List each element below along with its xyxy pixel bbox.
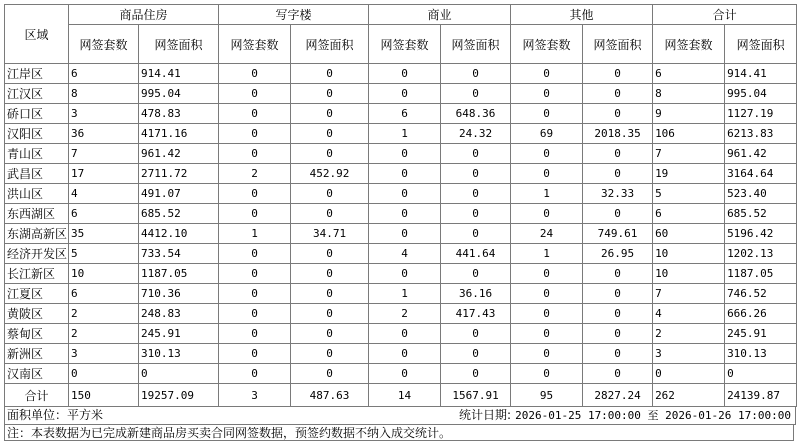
sales-report (4, 4, 796, 441)
count-cell: 36 (69, 124, 139, 144)
count-cell: 0 (219, 204, 291, 224)
count-cell: 8 (69, 84, 139, 104)
area-cell: 491.07 (139, 184, 219, 204)
count-cell: 0 (653, 364, 725, 384)
area-cell: 666.26 (725, 304, 797, 324)
table-row (5, 224, 797, 244)
group-header: 写字楼 (219, 5, 369, 25)
area-cell: 36.16 (441, 284, 511, 304)
area-cell: 0 (291, 264, 369, 284)
stat-date-label: 统计日期: (459, 408, 512, 422)
count-cell: 0 (511, 304, 583, 324)
area-cell: 4412.10 (139, 224, 219, 244)
count-cell: 2 (369, 304, 441, 324)
area-cell: 0 (441, 64, 511, 84)
area-cell: 2018.35 (583, 124, 653, 144)
count-cell: 10 (653, 244, 725, 264)
footnote: 注：本表数据为已完成新建商品房买卖合同网签数据，预签约数据不纳入成交统计。 (4, 425, 794, 441)
table-row (5, 244, 797, 264)
area-cell: 32.33 (583, 184, 653, 204)
count-cell: 7 (653, 144, 725, 164)
table-row (5, 184, 797, 204)
area-cell: 26.95 (583, 244, 653, 264)
area-cell: 4171.16 (139, 124, 219, 144)
area-cell: 5196.42 (725, 224, 797, 244)
count-cell: 3 (69, 104, 139, 124)
count-cell: 0 (511, 204, 583, 224)
count-cell: 35 (69, 224, 139, 244)
count-cell: 19 (653, 164, 725, 184)
count-cell: 6 (653, 204, 725, 224)
total-row (5, 384, 797, 407)
count-cell: 0 (511, 64, 583, 84)
area-cell: 961.42 (725, 144, 797, 164)
area-cell: 0 (291, 184, 369, 204)
count-cell: 69 (511, 124, 583, 144)
count-cell: 0 (219, 124, 291, 144)
stat-date (455, 407, 795, 424)
area-cell: 0 (583, 264, 653, 284)
count-cell: 5 (69, 244, 139, 264)
sales-table (4, 4, 797, 407)
region-cell: 合计 (5, 384, 69, 407)
area-cell: 0 (291, 344, 369, 364)
count-cell: 150 (69, 384, 139, 407)
sub-header-area: 网签面积 (725, 25, 797, 64)
area-cell: 0 (291, 124, 369, 144)
region-cell: 江岸区 (5, 64, 69, 84)
count-cell: 0 (511, 84, 583, 104)
region-cell: 武昌区 (5, 164, 69, 184)
area-cell: 0 (583, 144, 653, 164)
count-cell: 6 (69, 64, 139, 84)
count-cell: 2 (69, 324, 139, 344)
sub-header-count: 网签套数 (511, 25, 583, 64)
area-cell: 0 (291, 364, 369, 384)
count-cell: 0 (219, 244, 291, 264)
count-cell: 5 (653, 184, 725, 204)
area-cell: 0 (583, 64, 653, 84)
region-cell: 经济开发区 (5, 244, 69, 264)
count-cell: 0 (369, 324, 441, 344)
count-cell: 95 (511, 384, 583, 407)
area-cell: 2711.72 (139, 164, 219, 184)
area-cell: 0 (291, 104, 369, 124)
area-cell: 0 (291, 64, 369, 84)
count-cell: 0 (369, 64, 441, 84)
count-cell: 106 (653, 124, 725, 144)
area-cell: 0 (441, 84, 511, 104)
area-cell: 648.36 (441, 104, 511, 124)
table-row (5, 124, 797, 144)
count-cell: 3 (69, 344, 139, 364)
count-cell: 6 (369, 104, 441, 124)
count-cell: 4 (69, 184, 139, 204)
count-cell: 4 (653, 304, 725, 324)
area-cell: 0 (583, 304, 653, 324)
region-cell: 东湖高新区 (5, 224, 69, 244)
area-cell: 0 (583, 104, 653, 124)
sub-header-area: 网签面积 (583, 25, 653, 64)
area-cell: 0 (441, 264, 511, 284)
group-header: 其他 (511, 5, 653, 25)
count-cell: 4 (369, 244, 441, 264)
area-cell: 0 (291, 304, 369, 324)
count-cell: 0 (219, 324, 291, 344)
area-cell: 19257.09 (139, 384, 219, 407)
count-cell: 0 (219, 64, 291, 84)
region-cell: 江汉区 (5, 84, 69, 104)
area-cell: 685.52 (725, 204, 797, 224)
region-cell: 黄陂区 (5, 304, 69, 324)
table-row (5, 64, 797, 84)
area-cell: 995.04 (725, 84, 797, 104)
count-cell: 0 (369, 224, 441, 244)
area-cell: 24.32 (441, 124, 511, 144)
header-row-sub (5, 25, 797, 64)
area-cell: 685.52 (139, 204, 219, 224)
area-cell: 1187.05 (139, 264, 219, 284)
sub-header-area: 网签面积 (291, 25, 369, 64)
region-cell: 汉阳区 (5, 124, 69, 144)
count-cell: 0 (511, 144, 583, 164)
area-cell: 1187.05 (725, 264, 797, 284)
count-cell: 2 (69, 304, 139, 324)
region-header: 区域 (5, 5, 69, 64)
area-cell: 0 (441, 144, 511, 164)
area-cell: 310.13 (139, 344, 219, 364)
count-cell: 0 (369, 364, 441, 384)
area-cell: 0 (139, 364, 219, 384)
table-row (5, 304, 797, 324)
count-cell: 9 (653, 104, 725, 124)
area-cell: 0 (441, 344, 511, 364)
sub-header-area: 网签面积 (139, 25, 219, 64)
count-cell: 8 (653, 84, 725, 104)
count-cell: 0 (219, 144, 291, 164)
count-cell: 0 (369, 204, 441, 224)
area-cell: 452.92 (291, 164, 369, 184)
count-cell: 0 (511, 164, 583, 184)
area-cell: 478.83 (139, 104, 219, 124)
sub-header-count: 网签套数 (69, 25, 139, 64)
area-cell: 6213.83 (725, 124, 797, 144)
count-cell: 14 (369, 384, 441, 407)
region-cell: 江夏区 (5, 284, 69, 304)
area-cell: 310.13 (725, 344, 797, 364)
group-header: 商业 (369, 5, 511, 25)
area-cell: 0 (441, 324, 511, 344)
area-cell: 749.61 (583, 224, 653, 244)
area-cell: 441.64 (441, 244, 511, 264)
region-cell: 新洲区 (5, 344, 69, 364)
area-cell: 487.63 (291, 384, 369, 407)
count-cell: 1 (369, 284, 441, 304)
count-cell: 0 (219, 304, 291, 324)
count-cell: 10 (653, 264, 725, 284)
table-row (5, 324, 797, 344)
count-cell: 10 (69, 264, 139, 284)
area-unit-label: 面积单位：平方米 (7, 408, 104, 422)
header-row-groups (5, 5, 797, 25)
area-cell: 0 (583, 344, 653, 364)
sub-header-count: 网签套数 (219, 25, 291, 64)
table-row (5, 284, 797, 304)
area-cell: 995.04 (139, 84, 219, 104)
area-cell: 733.54 (139, 244, 219, 264)
count-cell: 0 (369, 184, 441, 204)
region-cell: 青山区 (5, 144, 69, 164)
footer-row (4, 407, 796, 425)
table-row (5, 164, 797, 184)
count-cell: 0 (511, 344, 583, 364)
area-cell: 0 (583, 284, 653, 304)
area-cell: 0 (291, 284, 369, 304)
group-header: 商品住房 (69, 5, 219, 25)
area-cell: 34.71 (291, 224, 369, 244)
area-cell: 245.91 (725, 324, 797, 344)
count-cell: 0 (219, 284, 291, 304)
table-row (5, 84, 797, 104)
count-cell: 262 (653, 384, 725, 407)
area-cell: 0 (725, 364, 797, 384)
area-cell: 523.40 (725, 184, 797, 204)
count-cell: 0 (511, 324, 583, 344)
area-cell: 0 (441, 224, 511, 244)
count-cell: 0 (511, 264, 583, 284)
area-cell: 914.41 (139, 64, 219, 84)
area-cell: 0 (583, 164, 653, 184)
count-cell: 24 (511, 224, 583, 244)
count-cell: 0 (369, 264, 441, 284)
sub-header-count: 网签套数 (369, 25, 441, 64)
table-row (5, 364, 797, 384)
count-cell: 0 (369, 144, 441, 164)
count-cell: 0 (369, 344, 441, 364)
area-cell: 248.83 (139, 304, 219, 324)
count-cell: 0 (219, 104, 291, 124)
count-cell: 0 (219, 84, 291, 104)
count-cell: 6 (653, 64, 725, 84)
count-cell: 6 (69, 284, 139, 304)
area-cell: 0 (441, 364, 511, 384)
area-cell: 746.52 (725, 284, 797, 304)
area-cell: 1202.13 (725, 244, 797, 264)
table-row (5, 144, 797, 164)
region-cell: 长江新区 (5, 264, 69, 284)
count-cell: 0 (511, 104, 583, 124)
table-row (5, 264, 797, 284)
count-cell: 2 (219, 164, 291, 184)
area-cell: 0 (441, 204, 511, 224)
count-cell: 1 (369, 124, 441, 144)
area-cell: 3164.64 (725, 164, 797, 184)
count-cell: 0 (219, 264, 291, 284)
region-cell: 洪山区 (5, 184, 69, 204)
count-cell: 17 (69, 164, 139, 184)
table-row (5, 104, 797, 124)
count-cell: 0 (369, 84, 441, 104)
area-cell: 0 (291, 204, 369, 224)
region-cell: 东西湖区 (5, 204, 69, 224)
count-cell: 1 (511, 184, 583, 204)
area-cell: 0 (583, 84, 653, 104)
area-cell: 0 (291, 84, 369, 104)
count-cell: 60 (653, 224, 725, 244)
group-header: 合计 (653, 5, 797, 25)
area-cell: 0 (291, 144, 369, 164)
count-cell: 6 (69, 204, 139, 224)
area-cell: 417.43 (441, 304, 511, 324)
count-cell: 1 (511, 244, 583, 264)
count-cell: 0 (369, 164, 441, 184)
area-cell: 0 (291, 324, 369, 344)
count-cell: 0 (219, 184, 291, 204)
count-cell: 1 (219, 224, 291, 244)
table-body (5, 64, 797, 407)
count-cell: 0 (69, 364, 139, 384)
count-cell: 3 (653, 344, 725, 364)
area-cell: 0 (583, 364, 653, 384)
area-cell: 24139.87 (725, 384, 797, 407)
count-cell: 7 (653, 284, 725, 304)
region-cell: 汉南区 (5, 364, 69, 384)
table-row (5, 204, 797, 224)
sub-header-area: 网签面积 (441, 25, 511, 64)
area-cell: 0 (583, 324, 653, 344)
region-cell: 蔡甸区 (5, 324, 69, 344)
table-row (5, 344, 797, 364)
area-cell: 1567.91 (441, 384, 511, 407)
area-cell: 0 (441, 184, 511, 204)
count-cell: 7 (69, 144, 139, 164)
area-cell: 1127.19 (725, 104, 797, 124)
count-cell: 0 (219, 364, 291, 384)
area-cell: 0 (441, 164, 511, 184)
area-cell: 961.42 (139, 144, 219, 164)
area-cell: 710.36 (139, 284, 219, 304)
region-cell: 硚口区 (5, 104, 69, 124)
count-cell: 0 (511, 284, 583, 304)
area-cell: 914.41 (725, 64, 797, 84)
sub-header-count: 网签套数 (653, 25, 725, 64)
count-cell: 2 (653, 324, 725, 344)
area-cell: 0 (583, 204, 653, 224)
count-cell: 0 (511, 364, 583, 384)
count-cell: 3 (219, 384, 291, 407)
count-cell: 0 (219, 344, 291, 364)
area-cell: 2827.24 (583, 384, 653, 407)
stat-date-range: 2026-01-25 17:00:00 至 2026-01-26 17:00:00 (515, 409, 791, 422)
area-cell: 245.91 (139, 324, 219, 344)
area-cell: 0 (291, 244, 369, 264)
